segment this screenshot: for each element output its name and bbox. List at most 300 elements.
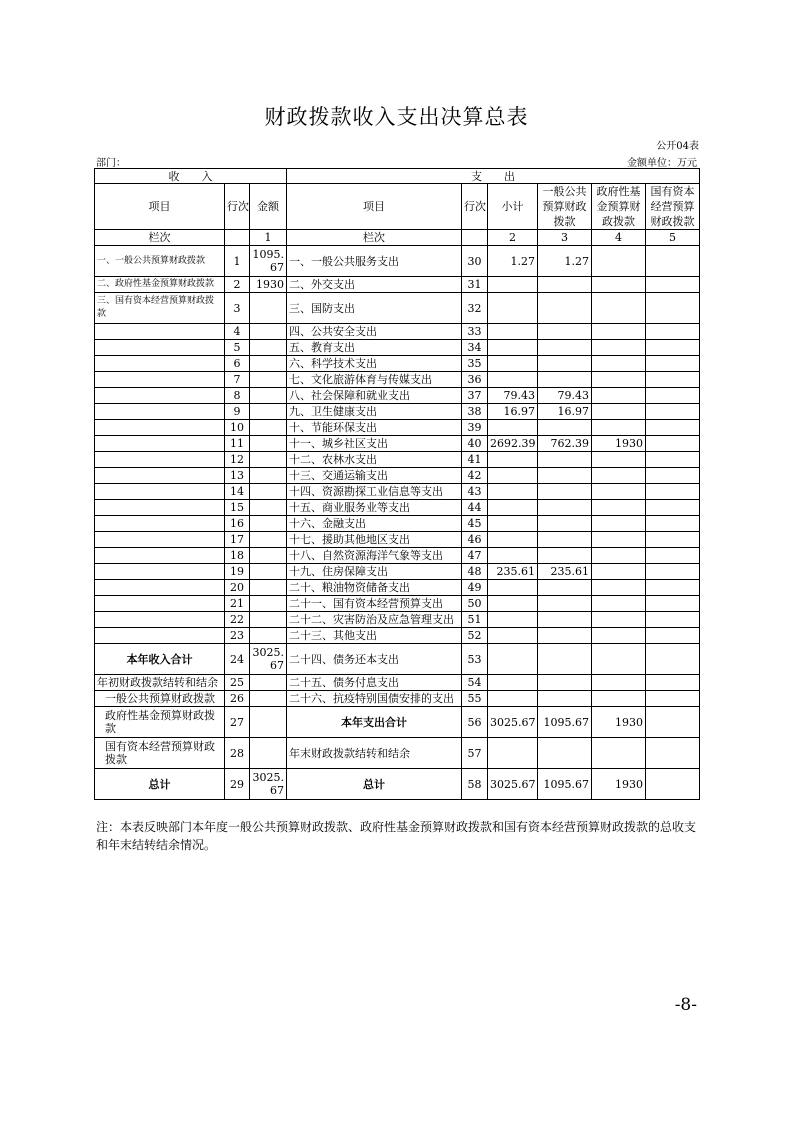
income-item-cell <box>95 564 225 580</box>
income-item-cell: 二、政府性基金预算财政拨款 <box>95 277 225 293</box>
income-item-cell <box>95 596 225 612</box>
expense-line-no-cell: 50 <box>462 596 488 612</box>
income-amount-cell <box>250 628 287 644</box>
gov-fund-cell <box>592 548 646 564</box>
income-line-no-cell: 14 <box>225 484 250 500</box>
state-capital-header: 国有资本经营预算财政拨款 <box>646 184 700 230</box>
table-row <box>95 675 700 691</box>
income-amount-cell <box>250 564 287 580</box>
general-budget-cell <box>538 500 592 516</box>
state-capital-cell <box>646 404 700 420</box>
subtotal-cell <box>488 500 538 516</box>
income-line-no-cell: 9 <box>225 404 250 420</box>
income-line-no-cell: 29 <box>225 769 250 800</box>
income-item-cell: 国有资本经营预算财政拨款 <box>95 738 225 769</box>
gov-fund-cell <box>592 468 646 484</box>
state-capital-cell <box>646 628 700 644</box>
income-item-cell <box>95 612 225 628</box>
expense-item-header: 项目 <box>287 184 462 230</box>
income-item-cell <box>95 388 225 404</box>
gov-fund-cell <box>592 691 646 707</box>
income-line-no-cell: 6 <box>225 356 250 372</box>
gov-fund-cell: 1930 <box>592 436 646 452</box>
expense-line-no-cell: 47 <box>462 548 488 564</box>
gov-fund-cell <box>592 612 646 628</box>
general-budget-header: 一般公共预算财政拨款 <box>538 184 592 230</box>
income-line-no-cell: 26 <box>225 691 250 707</box>
table-row <box>95 468 700 484</box>
expense-item-cell: 二十四、债务还本支出 <box>287 644 462 675</box>
state-capital-cell <box>646 468 700 484</box>
general-budget-cell: 762.39 <box>538 436 592 452</box>
expense-item-cell: 二十三、其他支出 <box>287 628 462 644</box>
state-capital-cell <box>646 580 700 596</box>
expense-item-cell: 四、公共安全支出 <box>287 324 462 340</box>
income-item-cell <box>95 420 225 436</box>
gov-fund-cell <box>592 388 646 404</box>
gov-fund-cell <box>592 246 646 277</box>
income-amount-cell: 1930 <box>250 277 287 293</box>
general-budget-cell: 1.27 <box>538 246 592 277</box>
subtotal-cell <box>488 738 538 769</box>
table-note: 注：本表反映部门本年度一般公共预算财政拨款、政府性基金预算财政拨款和国有资本经营预算财政拨款的总收支和年末结转结余情况。 <box>96 820 697 852</box>
expense-item-cell: 十三、交通运输支出 <box>287 468 462 484</box>
gov-fund-header: 政府性基金预算财政拨款 <box>592 184 646 230</box>
table-row <box>95 769 700 800</box>
income-amount-cell <box>250 738 287 769</box>
general-budget-cell <box>538 452 592 468</box>
expense-line-no-cell: 45 <box>462 516 488 532</box>
income-item-cell <box>95 324 225 340</box>
income-amount-cell: 3025.67 <box>250 644 287 675</box>
income-line-no-cell: 8 <box>225 388 250 404</box>
state-capital-cell <box>646 324 700 340</box>
state-capital-cell <box>646 340 700 356</box>
general-budget-cell <box>538 340 592 356</box>
expense-line-no-cell: 46 <box>462 532 488 548</box>
table-row <box>95 356 700 372</box>
table-row <box>95 452 700 468</box>
income-line-no-cell: 17 <box>225 532 250 548</box>
subtotal-cell: 16.97 <box>488 404 538 420</box>
income-item-cell <box>95 404 225 420</box>
general-budget-cell: 1095.67 <box>538 769 592 800</box>
expense-line-no-cell: 51 <box>462 612 488 628</box>
gov-fund-cell <box>592 372 646 388</box>
gov-fund-cell <box>592 532 646 548</box>
state-capital-cell <box>646 707 700 738</box>
expense-line-no-cell: 42 <box>462 468 488 484</box>
table-row <box>95 420 700 436</box>
expense-item-cell: 十六、金融支出 <box>287 516 462 532</box>
page-number: -8- <box>674 995 697 1015</box>
income-item-cell: 一、一般公共预算财政拨款 <box>95 246 225 277</box>
expense-item-cell: 二十一、国有资本经营预算支出 <box>287 596 462 612</box>
department-label: 部门： <box>96 158 126 169</box>
income-line-no-cell: 10 <box>225 420 250 436</box>
expense-line-no-cell: 35 <box>462 356 488 372</box>
general-budget-cell <box>538 612 592 628</box>
table-row <box>95 532 700 548</box>
table-row <box>95 293 700 324</box>
income-line-no-cell: 4 <box>225 324 250 340</box>
income-line-no-cell: 20 <box>225 580 250 596</box>
income-amount-cell <box>250 420 287 436</box>
income-item-cell: 三、国有资本经营预算财政拨款 <box>95 293 225 324</box>
table-row <box>95 516 700 532</box>
expense-item-cell: 十二、农林水支出 <box>287 452 462 468</box>
table-row <box>95 324 700 340</box>
general-budget-cell: 16.97 <box>538 404 592 420</box>
subtotal-cell <box>488 484 538 500</box>
expense-item-cell: 年末财政拨款结转和结余 <box>287 738 462 769</box>
expense-item-cell: 二、外交支出 <box>287 277 462 293</box>
general-budget-cell <box>538 484 592 500</box>
gov-fund-cell <box>592 484 646 500</box>
income-item-cell <box>95 532 225 548</box>
income-line-no-header: 行次 <box>225 184 250 230</box>
expense-item-cell: 八、社会保障和就业支出 <box>287 388 462 404</box>
income-amount-cell <box>250 293 287 324</box>
income-line-no-cell: 25 <box>225 675 250 691</box>
general-budget-cell <box>538 277 592 293</box>
table-row <box>95 691 700 707</box>
income-amount-cell <box>250 691 287 707</box>
income-line-no-cell: 21 <box>225 596 250 612</box>
income-item-cell: 年初财政拨款结转和结余 <box>95 675 225 691</box>
expense-item-cell: 十九、住房保障支出 <box>287 564 462 580</box>
income-item-cell: 政府性基金预算财政拨款 <box>95 707 225 738</box>
table-row <box>95 484 700 500</box>
general-budget-cell <box>538 691 592 707</box>
subtotal-cell: 3025.67 <box>488 707 538 738</box>
income-item-cell <box>95 340 225 356</box>
expense-line-no-cell: 38 <box>462 404 488 420</box>
general-budget-cell: 79.43 <box>538 388 592 404</box>
gov-fund-cell <box>592 420 646 436</box>
gov-fund-cell <box>592 500 646 516</box>
expense-line-no-header: 行次 <box>462 184 488 230</box>
income-item-header: 项目 <box>95 184 225 230</box>
general-budget-cell <box>538 372 592 388</box>
expense-line-no-cell: 56 <box>462 707 488 738</box>
expense-line-no-cell: 57 <box>462 738 488 769</box>
income-line-no-cell: 28 <box>225 738 250 769</box>
expense-line-no-cell: 49 <box>462 580 488 596</box>
income-item-cell <box>95 500 225 516</box>
table-row <box>95 277 700 293</box>
expense-line-no-cell: 58 <box>462 769 488 800</box>
expense-line-no-cell: 53 <box>462 644 488 675</box>
expense-item-cell: 十五、商业服务业等支出 <box>287 500 462 516</box>
table-row <box>95 564 700 580</box>
expense-line-no-cell: 55 <box>462 691 488 707</box>
general-budget-cell <box>538 356 592 372</box>
subtotal-cell <box>488 612 538 628</box>
state-capital-cell <box>646 612 700 628</box>
income-amount-cell <box>250 404 287 420</box>
subtotal-cell <box>488 596 538 612</box>
gov-fund-cell <box>592 564 646 580</box>
subtotal-cell: 235.61 <box>488 564 538 580</box>
gov-fund-cell <box>592 580 646 596</box>
expense-item-cell: 二十六、抗疫特别国债安排的支出 <box>287 691 462 707</box>
gov-fund-cell <box>592 644 646 675</box>
income-amount-cell <box>250 612 287 628</box>
general-budget-cell <box>538 468 592 484</box>
income-line-no-cell: 27 <box>225 707 250 738</box>
expense-group-header: 支 出 <box>287 169 700 184</box>
subtotal-cell: 3025.67 <box>488 769 538 800</box>
income-line-no-cell: 1 <box>225 246 250 277</box>
income-amount-cell <box>250 580 287 596</box>
income-amount-cell <box>250 372 287 388</box>
subtotal-cell <box>488 516 538 532</box>
expense-line-no-cell: 43 <box>462 484 488 500</box>
income-item-cell <box>95 484 225 500</box>
gov-fund-cell <box>592 675 646 691</box>
expense-item-cell: 二十二、灾害防治及应急管理支出 <box>287 612 462 628</box>
income-amount-header: 金额 <box>250 184 287 230</box>
general-budget-cell: 235.61 <box>538 564 592 580</box>
income-amount-cell <box>250 532 287 548</box>
income-amount-cell <box>250 388 287 404</box>
income-line-no-cell: 22 <box>225 612 250 628</box>
subtotal-cell <box>488 675 538 691</box>
expense-line-no-cell: 31 <box>462 277 488 293</box>
income-amount-cell <box>250 548 287 564</box>
table-row <box>95 340 700 356</box>
state-capital-cell <box>646 356 700 372</box>
gov-fund-cell <box>592 452 646 468</box>
gov-fund-cell <box>592 356 646 372</box>
state-capital-cell <box>646 596 700 612</box>
income-line-no-blank <box>225 230 250 246</box>
state-capital-cell <box>646 388 700 404</box>
state-capital-cell <box>646 372 700 388</box>
table-row <box>95 548 700 564</box>
income-line-no-cell: 3 <box>225 293 250 324</box>
expense-item-cell: 十、节能环保支出 <box>287 420 462 436</box>
expense-line-no-cell: 39 <box>462 420 488 436</box>
subtotal-cell <box>488 340 538 356</box>
income-line-no-cell: 5 <box>225 340 250 356</box>
subtotal-cell: 79.43 <box>488 388 538 404</box>
state-capital-cell <box>646 516 700 532</box>
general-budget-cell <box>538 324 592 340</box>
income-item-cell: 总计 <box>95 769 225 800</box>
state-capital-cell <box>646 500 700 516</box>
table-row <box>95 628 700 644</box>
income-line-no-cell: 2 <box>225 277 250 293</box>
table-row <box>95 580 700 596</box>
subtotal-cell <box>488 691 538 707</box>
general-budget-cell <box>538 580 592 596</box>
state-capital-cell <box>646 738 700 769</box>
subtotal-cell: 2692.39 <box>488 436 538 452</box>
table-code: 公开04表 <box>656 141 699 152</box>
state-capital-cell <box>646 246 700 277</box>
subtotal-cell <box>488 628 538 644</box>
income-line-no-cell: 24 <box>225 644 250 675</box>
income-amount-cell <box>250 500 287 516</box>
general-budget-cell <box>538 596 592 612</box>
income-item-cell <box>95 580 225 596</box>
gov-fund-cell <box>592 516 646 532</box>
income-line-no-cell: 16 <box>225 516 250 532</box>
subtotal-cell <box>488 580 538 596</box>
income-line-no-cell: 18 <box>225 548 250 564</box>
subtotal-cell <box>488 644 538 675</box>
expense-item-cell: 十七、援助其他地区支出 <box>287 532 462 548</box>
expense-item-cell: 九、卫生健康支出 <box>287 404 462 420</box>
expense-line-no-cell: 52 <box>462 628 488 644</box>
expense-item-cell: 十八、自然资源海洋气象等支出 <box>287 548 462 564</box>
state-capital-cell <box>646 452 700 468</box>
expense-line-no-cell: 32 <box>462 293 488 324</box>
expense-item-cell: 本年支出合计 <box>287 707 462 738</box>
general-budget-cell <box>538 420 592 436</box>
subtotal-cell <box>488 277 538 293</box>
general-budget-cell <box>538 738 592 769</box>
state-capital-cell <box>646 532 700 548</box>
state-capital-cell <box>646 420 700 436</box>
income-amount-cell <box>250 468 287 484</box>
column-no-5: 5 <box>646 230 700 246</box>
income-item-cell <box>95 372 225 388</box>
column-no-2: 2 <box>488 230 538 246</box>
income-amount-cell <box>250 324 287 340</box>
income-group-header: 收 入 <box>95 169 287 184</box>
expense-line-no-blank <box>462 230 488 246</box>
subtotal-cell <box>488 532 538 548</box>
income-amount-cell <box>250 596 287 612</box>
income-item-cell: 本年收入合计 <box>95 644 225 675</box>
gov-fund-cell <box>592 738 646 769</box>
state-capital-cell <box>646 564 700 580</box>
subtotal-cell <box>488 468 538 484</box>
expense-item-cell: 二十五、债务付息支出 <box>287 675 462 691</box>
expense-line-no-cell: 37 <box>462 388 488 404</box>
income-amount-cell <box>250 516 287 532</box>
income-item-cell <box>95 516 225 532</box>
subtotal-cell: 1.27 <box>488 246 538 277</box>
state-capital-cell <box>646 277 700 293</box>
income-amount-cell <box>250 340 287 356</box>
expense-line-no-cell: 40 <box>462 436 488 452</box>
income-line-no-cell: 13 <box>225 468 250 484</box>
subtotal-cell <box>488 293 538 324</box>
expense-item-cell: 一、一般公共服务支出 <box>287 246 462 277</box>
income-amount-cell <box>250 707 287 738</box>
expense-line-no-cell: 30 <box>462 246 488 277</box>
expense-item-cell: 总计 <box>287 769 462 800</box>
income-item-cell: 一般公共预算财政拨款 <box>95 691 225 707</box>
table-row <box>95 738 700 769</box>
income-item-cell <box>95 436 225 452</box>
income-line-no-cell: 23 <box>225 628 250 644</box>
income-item-cell <box>95 468 225 484</box>
page-title: 财政拨款收入支出决算总表 <box>264 105 529 129</box>
expense-column-label: 栏次 <box>287 230 462 246</box>
income-amount-cell <box>250 484 287 500</box>
subtotal-header: 小计 <box>488 184 538 230</box>
state-capital-cell <box>646 769 700 800</box>
gov-fund-cell <box>592 293 646 324</box>
gov-fund-cell <box>592 628 646 644</box>
general-budget-cell: 1095.67 <box>538 707 592 738</box>
income-line-no-cell: 12 <box>225 452 250 468</box>
general-budget-cell <box>538 628 592 644</box>
income-column-label: 栏次 <box>95 230 225 246</box>
state-capital-cell <box>646 484 700 500</box>
gov-fund-cell: 1930 <box>592 769 646 800</box>
state-capital-cell <box>646 436 700 452</box>
gov-fund-cell <box>592 324 646 340</box>
state-capital-cell <box>646 293 700 324</box>
table-row <box>95 404 700 420</box>
table-row <box>95 500 700 516</box>
expense-item-cell: 三、国防支出 <box>287 293 462 324</box>
expense-item-cell: 六、科学技术支出 <box>287 356 462 372</box>
expense-item-cell: 七、文化旅游体育与传媒支出 <box>287 372 462 388</box>
subtotal-cell <box>488 372 538 388</box>
income-amount-cell <box>250 452 287 468</box>
budget-table <box>94 168 700 800</box>
table-row <box>95 644 700 675</box>
expense-line-no-cell: 54 <box>462 675 488 691</box>
state-capital-cell <box>646 691 700 707</box>
general-budget-cell <box>538 675 592 691</box>
expense-line-no-cell: 36 <box>462 372 488 388</box>
income-item-cell <box>95 628 225 644</box>
expense-item-cell: 十四、资源勘探工业信息等支出 <box>287 484 462 500</box>
column-no-3: 3 <box>538 230 592 246</box>
table-row <box>95 372 700 388</box>
state-capital-cell <box>646 675 700 691</box>
table-row <box>95 388 700 404</box>
general-budget-cell <box>538 516 592 532</box>
income-line-no-cell: 19 <box>225 564 250 580</box>
income-amount-cell: 3025.67 <box>250 769 287 800</box>
gov-fund-cell <box>592 340 646 356</box>
table-row <box>95 707 700 738</box>
income-item-cell <box>95 356 225 372</box>
expense-line-no-cell: 34 <box>462 340 488 356</box>
income-item-cell <box>95 548 225 564</box>
unit-label: 金额单位：万元 <box>627 158 697 169</box>
expense-line-no-cell: 33 <box>462 324 488 340</box>
state-capital-cell <box>646 548 700 564</box>
expense-line-no-cell: 44 <box>462 500 488 516</box>
income-line-no-cell: 7 <box>225 372 250 388</box>
gov-fund-cell: 1930 <box>592 707 646 738</box>
income-amount-cell <box>250 675 287 691</box>
income-line-no-cell: 11 <box>225 436 250 452</box>
general-budget-cell <box>538 532 592 548</box>
general-budget-cell <box>538 548 592 564</box>
expense-item-cell: 二十、粮油物资储备支出 <box>287 580 462 596</box>
gov-fund-cell <box>592 596 646 612</box>
income-amount-cell: 1095.67 <box>250 246 287 277</box>
income-amount-cell <box>250 436 287 452</box>
gov-fund-cell <box>592 404 646 420</box>
subtotal-cell <box>488 356 538 372</box>
gov-fund-cell <box>592 277 646 293</box>
table-row <box>95 612 700 628</box>
general-budget-cell <box>538 644 592 675</box>
table-row <box>95 436 700 452</box>
